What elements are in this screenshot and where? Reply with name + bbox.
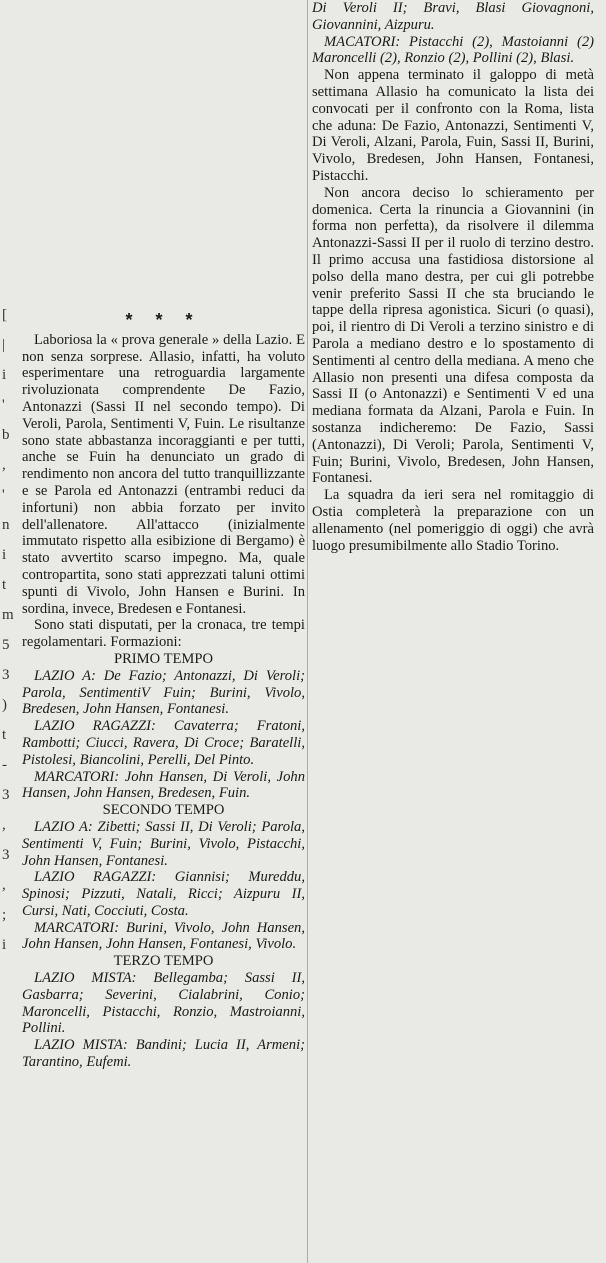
column-divider (307, 0, 308, 1263)
lineup-t1-lazio-a: LAZIO A: De Fazio; Antonazzi, Di Veroli; Parola, SentimentiV Fuin; Burini, Vivolo, Bredesen, John Hansen, Fontanesi. (22, 667, 305, 718)
intro-paragraph: Laboriosa la « prova generale » della Lazio. E non senza sorprese. Allasio, infatti, ha voluto esperimentare una retroguardia largamente rivoluzionata comprendente De Fazio, Antonazzi (Sassi II nel secondo tempo). Di Veroli, Parola, Sentimenti V, Fuin. Le risultanze sono state abbastanza incoraggianti e per tutti, anche se Fuin ha denunciato un grado di rendimento non ancora del tutto tranquillizzante e se Parola ed Antonazzi (entrambi reduci da infortuni) non abbia forzato per invito dell'allenatore. All'attacco (inizialmente immutato rispetto alla esibizione di Bergamo) è stato avvertito scarso impegno. Ma, quale contropartita, sono stati apprezzati taluni ottimi spunti di Vivolo, John Hansen e Burini. In sordina, invece, Bredesen e Fontanesi. (22, 331, 305, 617)
heading-secondo-tempo: SECONDO TEMPO (102, 802, 225, 819)
schieramento-paragraph: Non ancora deciso lo schieramento per domenica. Certa la rinuncia a Giovannini (in forma non perfetta), da risolvere il dilemma Antonazzi-Sassi II per il ruolo di terzino destro. Il primo accusa una fastidiosa distorsione al polso della mano destra, per cui gli potrebbe venir preferito Sassi II che sta bruciando le tappe della ripresa agonistica. Sicuri (o quasi), poi, il rientro di Di Veroli a terzino sinistro e di Parola a mediano destro e lo spostamento di Sentimenti al centro della mediana. A meno che Allasio non presenti una difesa composta da Sassi II (o Antonazzi) e Sentimenti V ed una mediana formata da Alzani, Parola e Fuin. In sostanza indicheremo: De Fazio, Sassi (Antonazzi), Di Veroli; Parola, Sentimenti V, Fuin; Burini, Vivolo, Bredesen, John Hansen, Fontanesi. (312, 184, 594, 487)
left-edge-fragments: [ | i ' b , ' n i t m 5 3 ) t - 3 , 3 , ; i (2, 307, 14, 953)
squadra-paragraph: La squadra da ieri sera nel romitaggio di Ostia completerà la preparazione con un allenamento (nel pomeriggio di oggi) che avrà luogo presumibilmente allo Stadio Torino. (312, 487, 594, 554)
lineup-t2-lazio-ragazzi: LAZIO RAGAZZI: Giannisi; Mureddu, Spinosi; Pizzuti, Natali, Ricci; Aizpuru II, Cursi, Nati, Cocciuti, Costa. (22, 869, 305, 919)
lineup-t3-continuation: Di Veroli II; Bravi, Blasi Giovagnoni, Giovannini, Aizpuru. (312, 0, 594, 33)
heading-terzo-tempo: TERZO TEMPO (113, 953, 214, 970)
heading-primo-tempo: PRIMO TEMPO (113, 650, 214, 667)
lineup-t1-lazio-ragazzi: LAZIO RAGAZZI: Cavaterra; Fratoni, Rambotti; Ciucci, Ravera, Di Croce; Baratelli, Pistolesi, Biancolini, Perelli, Del Pinto. (22, 718, 305, 768)
article-column-left (22, 312, 305, 1071)
lineup-t2-lazio-a: LAZIO A: Zibetti; Sassi II, Di Veroli; Parola, Sentimenti V, Fuin; Burini, Vivolo, Pistacchi, John Hansen, Fontanesi. (22, 818, 305, 869)
disputed-paragraph: Sono stati disputati, per la cronaca, tre tempi regolamentari. Formazioni: (22, 617, 305, 651)
scorers-t1: MARCATORI: John Hansen, Di Veroli, John Hansen, John Hansen, Bredesen, Fuin. (22, 768, 305, 802)
scorers-t2: MARCATORI: Burini, Vivolo, John Hansen, John Hansen, John Hansen, Fontanesi, Vivolo. (22, 919, 305, 953)
lineup-t3-lazio-mista-2: LAZIO MISTA: Bandini; Lucia II, Armeni; Tarantino, Eufemi. (22, 1037, 305, 1071)
section-marker: * * * (125, 310, 202, 330)
lineup-t3-lazio-mista-1: LAZIO MISTA: Bellegamba; Sassi II, Gasbarra; Severini, Cialabrini, Conio; Maroncelli, Pistacchi, Ronzio, Mastroianni, Pollini. (22, 970, 305, 1037)
convocati-paragraph: Non appena terminato il galoppo di metà settimana Allasio ha comunicato la lista dei convocati per il confronto con la Roma, lista che aduna: De Fazio, Antonazzi, Sentimenti V, Di Veroli, Alzani, Parola, Fuin, Sassi II, Burini, Vivolo, Bredesen, John Hansen, Fontanesi, Pistacchi. (312, 67, 594, 184)
article-column-right (312, 0, 594, 554)
scorers-t3: MACATORI: Pistacchi (2), Mastoianni (2) Maroncelli (2), Ronzio (2), Pollini (2), Blasi. (312, 33, 594, 67)
